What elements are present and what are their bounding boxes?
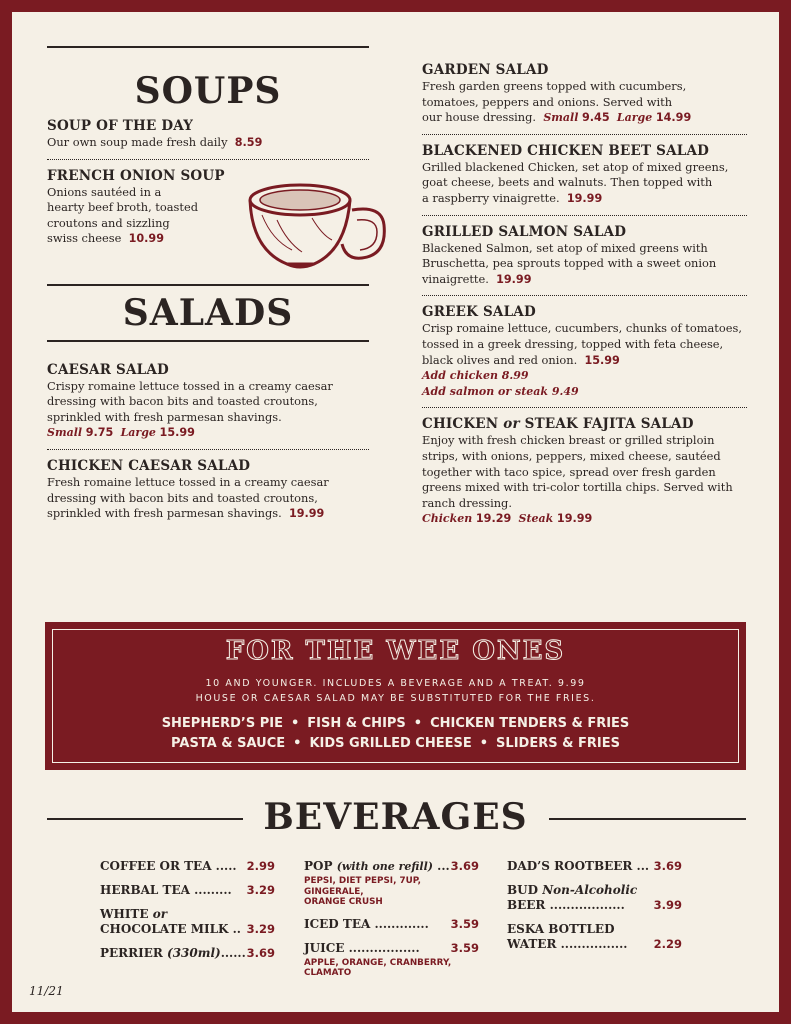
- kids-item: KIDS GRILLED CHEESE: [309, 736, 472, 751]
- bullet-separator: •: [413, 716, 423, 731]
- item-desc-line: ranch dressing.: [422, 495, 512, 510]
- beverage-options: CLAMATO: [304, 968, 352, 978]
- dotted-divider: [422, 407, 747, 408]
- wee-ones-info: 10 AND YOUNGER. INCLUDES A BEVERAGE AND A TREAT. 9.99: [205, 678, 586, 689]
- bullet-separator: •: [293, 736, 302, 751]
- item-desc-line: a raspberry vinaigrette.: [422, 190, 560, 205]
- beverage-item: PERRIER (330ml)...... 3.69: [100, 946, 275, 960]
- right-column: [422, 62, 747, 527]
- item-price: 15.99: [584, 353, 620, 367]
- soup-bowl-illustration-icon: [242, 180, 392, 280]
- beverage-price: 3.59: [450, 916, 479, 931]
- beverage-options: APPLE, ORANGE, CRANBERRY,: [304, 957, 452, 968]
- item-desc-line: Fresh garden greens topped with cucumbers,: [422, 79, 687, 93]
- kids-item: FISH & CHIPS: [307, 716, 406, 731]
- item-desc-line: vinaigrette.: [422, 271, 489, 286]
- item-desc-line: Bruschetta, pea sprouts topped with a sweet onion: [422, 256, 717, 271]
- item-desc-line: Crispy romaine lettuce tossed in a creamy caesar: [47, 378, 333, 393]
- grilled-salmon-salad: [422, 224, 747, 288]
- item-price: 9.75: [85, 426, 114, 440]
- size-label: Large: [120, 426, 156, 440]
- beverage-price: 2.29: [653, 937, 682, 951]
- soups-heading: SOUPS: [134, 70, 282, 112]
- item-price: 19.99: [288, 507, 325, 521]
- soup-of-the-day: [47, 118, 369, 151]
- item-desc: Our own soup made fresh daily: [47, 135, 228, 149]
- beverage-item: ESKA BOTTLED: [507, 922, 615, 936]
- beverages-heading: BEVERAGES: [263, 796, 528, 838]
- item-desc-line: swiss cheese: [47, 231, 122, 246]
- item-desc-line: tossed in a greek dressing, topped with feta cheese,: [422, 336, 724, 351]
- item-desc-line: black olives and red onion.: [422, 352, 578, 367]
- kids-item: SLIDERS & FRIES: [496, 736, 620, 751]
- item-price: 19.99: [496, 272, 532, 286]
- salads-heading: SALADS: [122, 291, 294, 334]
- beverages-col-3: [507, 859, 682, 952]
- wee-ones-panel: [45, 622, 746, 770]
- item-price: 19.99: [566, 191, 603, 205]
- beverage-item: BUD Non-Alcoholic: [507, 883, 638, 897]
- beverage-item: WHITE or: [100, 907, 168, 921]
- item-desc-line: Enjoy with fresh chicken breast or grilled striploin: [422, 433, 715, 448]
- item-name-or: or: [503, 416, 520, 433]
- item-desc-line: dressing with bacon bits and toasted croutons,: [47, 490, 318, 505]
- beverage-item: JUICE ................. 3.59: [304, 940, 479, 955]
- item-desc-line: Blackened Salmon, set atop of mixed greens with: [422, 240, 708, 255]
- item-desc-line: greens mixed with tri-color tortilla chips. Served with: [422, 480, 733, 495]
- beverage-price: 3.59: [450, 940, 479, 955]
- beverage-price: 2.99: [246, 859, 275, 873]
- dotted-divider: [422, 215, 747, 216]
- beverage-price: 3.99: [653, 898, 682, 912]
- dotted-divider: [422, 295, 747, 296]
- item-desc-line: goat cheese, beets and walnuts. Then topped with: [422, 175, 713, 190]
- item-price: 15.99: [159, 426, 195, 440]
- addon-option: Add salmon or steak 9.49: [422, 384, 579, 398]
- item-name: CHICKEN CAESAR SALAD: [47, 457, 251, 474]
- caesar-salad: [47, 362, 369, 441]
- menu-page: [12, 12, 779, 1012]
- chicken-caesar-salad: [47, 458, 369, 522]
- item-price: 19.29: [475, 512, 512, 526]
- wee-ones-heading: FOR THE WEE ONES: [225, 636, 566, 666]
- item-desc-line: our house dressing.: [422, 110, 537, 125]
- beverage-item: HERBAL TEA ......... 3.29: [100, 883, 275, 897]
- kids-item: PASTA & SAUCE: [171, 736, 286, 751]
- beverage-price: 3.69: [653, 859, 682, 873]
- item-name: FRENCH ONION SOUP: [47, 167, 225, 184]
- item-desc-line: Fresh romaine lettuce tossed in a creamy caesar: [47, 474, 329, 489]
- item-desc-line: strips, with onions, peppers, mixed cheese, sautéed: [422, 448, 721, 463]
- beverage-price: 3.29: [246, 883, 275, 897]
- item-name: GARDEN SALAD: [422, 62, 549, 78]
- greek-salad: [422, 304, 747, 399]
- salads-top-rule: [47, 284, 369, 286]
- beverage-item: POP (with one refill) ... 3.69: [304, 859, 479, 873]
- beverage-item: BEER .................. 3.99: [507, 898, 682, 912]
- item-price: 19.99: [556, 512, 593, 526]
- garden-salad: [422, 62, 747, 126]
- addon-option: Add chicken 8.99: [422, 369, 529, 383]
- item-desc-line: sprinkled with fresh parmesan shavings.: [47, 506, 282, 521]
- wee-ones-row-2: [47, 736, 744, 751]
- beverage-price: 3.69: [450, 859, 479, 873]
- french-onion-soup: [47, 168, 369, 268]
- item-desc-line: Crisp romaine lettuce, cucumbers, chunks of tomatoes,: [422, 321, 742, 336]
- dotted-divider: [47, 159, 369, 160]
- dotted-divider: [422, 134, 747, 135]
- salads-bottom-rule: [47, 340, 369, 342]
- beverage-price: 3.69: [246, 946, 275, 960]
- item-desc-line: Grilled blackened Chicken, set atop of mixed greens,: [422, 159, 729, 174]
- item-desc-line: sprinkled with fresh parmesan shavings.: [47, 409, 282, 424]
- item-name: GREEK SALAD: [422, 304, 536, 321]
- item-name: BLACKENED CHICKEN BEET SALAD: [422, 142, 710, 159]
- item-name: SOUP OF THE DAY: [47, 118, 194, 134]
- kids-item: CHICKEN TENDERS & FRIES: [430, 716, 630, 731]
- beverages-col-1: [100, 859, 275, 961]
- fajita-salad: [422, 416, 747, 527]
- item-desc-line: Onions sautéed in a: [47, 184, 162, 199]
- menu-date-code: 11/21: [29, 984, 64, 998]
- bullet-separator: •: [290, 716, 300, 731]
- item-name: CHICKEN: [422, 416, 504, 433]
- size-label: Small: [47, 426, 83, 440]
- item-price: 14.99: [655, 111, 692, 125]
- dotted-divider: [47, 449, 369, 450]
- beverage-options: ORANGE CRUSH: [304, 897, 383, 907]
- beverage-price: 3.29: [246, 922, 275, 936]
- item-desc-line: together with taco spice, spread over fresh garden: [422, 464, 716, 479]
- item-desc-line: croutons and sizzling: [47, 215, 170, 230]
- item-price: 9.45: [582, 111, 610, 125]
- beverages-col-2: [304, 859, 479, 979]
- item-name: GRILLED SALMON SALAD: [422, 223, 627, 240]
- item-name: STEAK FAJITA SALAD: [519, 416, 694, 433]
- beverage-item: WATER ................ 2.29: [507, 937, 682, 951]
- item-desc-line: hearty beef broth, toasted: [47, 200, 198, 215]
- size-label: Large: [616, 111, 653, 125]
- beverage-item: ICED TEA ............. 3.59: [304, 916, 479, 931]
- beverage-item: CHOCOLATE MILK .. 3.29: [100, 922, 275, 936]
- size-label: Small: [543, 111, 579, 125]
- option-label: Chicken: [422, 512, 473, 526]
- soups-top-rule: [47, 46, 369, 48]
- beverage-item: COFFEE OR TEA ..... 2.99: [100, 859, 275, 873]
- blackened-chicken-beet-salad: [422, 143, 747, 207]
- item-price: 10.99: [128, 232, 164, 246]
- item-name: CAESAR SALAD: [47, 361, 169, 378]
- wee-ones-row-1: [47, 716, 744, 731]
- bullet-separator: •: [479, 736, 489, 751]
- beverage-options: PEPSI, DIET PEPSI, 7UP, GINGERALE,: [304, 876, 421, 897]
- wee-ones-note: HOUSE OR CAESAR SALAD MAY BE SUBSTITUTED FOR THE FRIES.: [195, 693, 596, 704]
- left-column: [47, 46, 369, 522]
- option-label: Steak: [518, 512, 554, 526]
- kids-item: SHEPHERD’S PIE: [161, 716, 283, 731]
- item-desc-line: dressing with bacon bits and toasted croutons,: [47, 394, 318, 409]
- item-price: 8.59: [234, 136, 263, 149]
- beverage-item: DAD’S ROOTBEER ... 3.69: [507, 859, 682, 873]
- item-desc-line: tomatoes, peppers and onions. Served with: [422, 94, 673, 109]
